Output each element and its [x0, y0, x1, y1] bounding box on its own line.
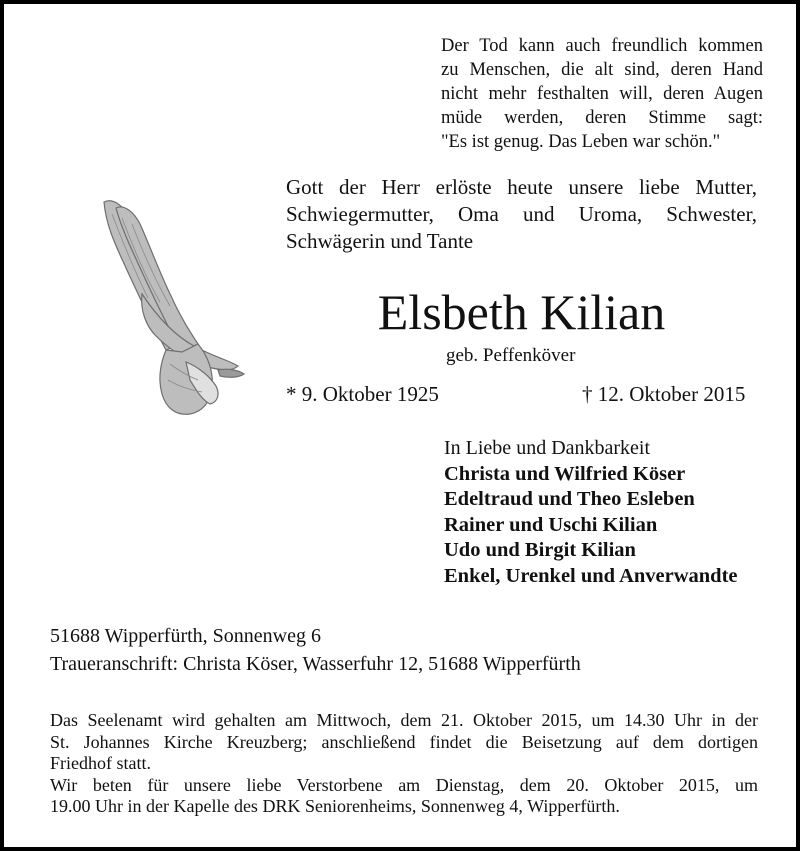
quote-line: zu Menschen, die alt sind, deren Hand — [441, 60, 763, 80]
mourner-name: Udo und Birgit Kilian — [444, 539, 636, 561]
home-address: 51688 Wipperfürth, Sonnenweg 6 — [50, 625, 322, 647]
birth-date: * 9. Oktober 1925 — [286, 382, 439, 406]
maiden-name: geb. Peffenköver — [446, 345, 576, 366]
praying-hands-icon — [82, 194, 250, 420]
quote-line: müde werden, deren Stimme sagt: — [441, 108, 763, 128]
service-details — [50, 710, 758, 818]
address-block — [50, 622, 581, 678]
quote-line: nicht mehr festhalten will, deren Augen — [441, 84, 763, 104]
intro-line: Schwiegermutter, Oma und Uroma, Schwester, — [286, 202, 757, 226]
deceased-name: Elsbeth Kilian — [377, 284, 666, 340]
quote-line: "Es ist genug. Das Leben war schön." — [441, 132, 721, 152]
mourner-name: Rainer und Uschi Kilian — [444, 513, 658, 536]
mourners-block — [444, 436, 738, 589]
mourners-heading: In Liebe und Dankbarkeit — [444, 437, 651, 459]
service-line: Wir beten für unsere liebe Verstorbene am Dienstag, dem 20. Oktober 2015, um — [50, 774, 758, 795]
death-date: † 12. Oktober 2015 — [582, 382, 746, 406]
intro-line: Schwägerin und Tante — [286, 229, 474, 253]
service-line: St. Johannes Kirche Kreuzberg; anschließend findet die Beisetzung auf dem dortigen — [50, 731, 758, 752]
service-line: Friedhof statt. — [50, 753, 151, 773]
announcement-intro — [286, 174, 757, 255]
intro-line: Gott der Herr erlöste heute unsere liebe Mutter, — [286, 175, 757, 199]
service-line: 19.00 Uhr in der Kapelle des DRK Seniorenheims, Sonnenweg 4, Wipperfürth. — [50, 796, 620, 816]
mourner-name: Christa und Wilfried Köser — [444, 462, 686, 485]
mourner-name: Enkel, Urenkel und Anverwandte — [444, 564, 738, 587]
opening-quote — [441, 34, 763, 154]
quote-line: Der Tod kann auch freundlich kommen — [441, 36, 763, 56]
mourner-name: Edeltraud und Theo Esleben — [444, 488, 695, 510]
service-line: Das Seelenamt wird gehalten am Mittwoch, dem 21. Oktober 2015, um 14.30 Uhr in der — [50, 710, 758, 730]
mourning-address: Traueranschrift: Christa Köser, Wasserfuhr 12, 51688 Wipperfürth — [50, 653, 581, 675]
